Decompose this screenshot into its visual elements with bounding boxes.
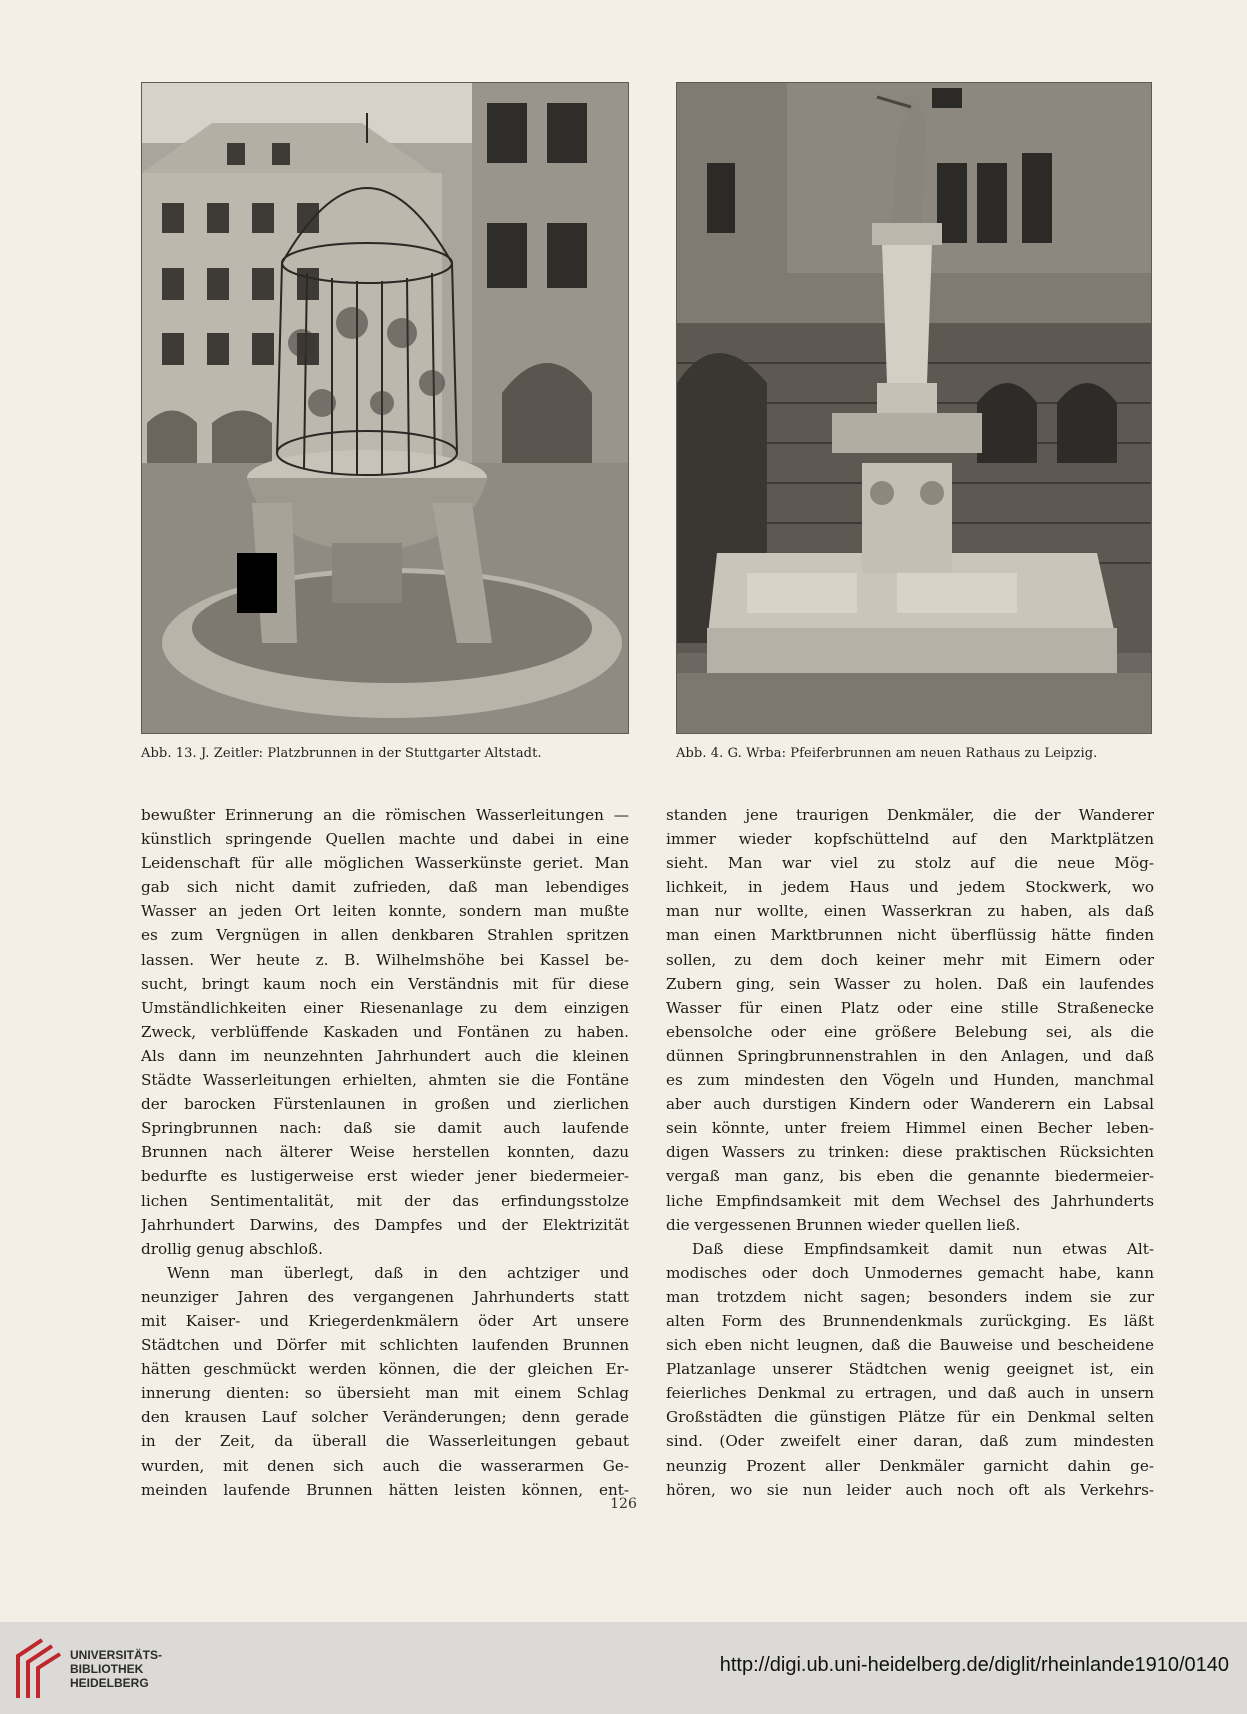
text-column-right xyxy=(666,803,1154,1502)
text-line: es zum mindesten den Vögeln und Hunden, manchmal xyxy=(666,1071,1154,1090)
figure-left-photo xyxy=(141,82,629,734)
text-line: Jahrhundert Darwins, des Dampfes und der Elektrizität xyxy=(141,1215,629,1234)
text-line: feierliches Denkmal zu ertragen, und daß auch in unsern xyxy=(666,1384,1154,1403)
text-line: sich eben nicht leugnen, daß die Bauweise und bescheidene xyxy=(666,1336,1154,1355)
text-line: sein könnte, unter freiem Himmel einen Becher leben- xyxy=(666,1119,1154,1138)
piper-fountain-illustration xyxy=(677,83,1151,733)
text-line: sind. (Oder zweifelt einer daran, daß zum mindesten xyxy=(666,1432,1154,1451)
text-line: neunzig Prozent aller Denkmäler garnicht dahin ge- xyxy=(666,1456,1154,1475)
text-line: hätten geschmückt werden können, die der gleichen Er- xyxy=(141,1360,629,1379)
text-line: Wenn man überlegt, daß in den achtziger und xyxy=(167,1263,629,1282)
text-line: Platzanlage unserer Städtchen wenig geeignet ist, ein xyxy=(666,1360,1154,1379)
text-line: die vergessenen Brunnen wieder quellen ließ. xyxy=(666,1215,1021,1234)
text-line: Städte Wasserleitungen erhielten, ahmten sie die Fontäne xyxy=(141,1071,629,1090)
text-line: Brunnen nach älterer Weise herstellen konnten, dazu xyxy=(141,1143,629,1162)
text-line: der barocken Fürstenlaunen in großen und zierlichen xyxy=(141,1095,629,1114)
page-number: 126 xyxy=(610,1496,637,1512)
text-line: Springbrunnen nach: daß sie damit auch laufende xyxy=(141,1119,629,1138)
figure-left-caption: Abb. 13. J. Zeitler: Platzbrunnen in der Stuttgarter Altstadt. xyxy=(141,746,542,761)
text-line: immer wieder kopfschüttelnd auf den Marktplätzen xyxy=(666,830,1154,849)
text-line: man trotzdem nicht sagen; besonders indem sie zur xyxy=(666,1287,1154,1306)
text-line: neunziger Jahren des vergangenen Jahrhunderts statt xyxy=(141,1287,629,1306)
text-line: sucht, bringt kaum noch ein Verständnis mit für diese xyxy=(141,974,629,993)
library-footer xyxy=(0,1622,1247,1714)
text-line: hören, wo sie nun leider auch noch oft als Verkehrs- xyxy=(666,1480,1154,1499)
text-line: vergaß man ganz, bis eben die genannte biedermeier- xyxy=(666,1167,1154,1186)
text-line: Zubern ging, sein Wasser zu holen. Daß ein laufendes xyxy=(666,974,1154,993)
text-line: den krausen Lauf solcher Veränderungen; denn gerade xyxy=(141,1408,629,1427)
text-line: lassen. Wer heute z. B. Wilhelmshöhe bei Kassel be- xyxy=(141,950,629,969)
text-line: lichkeit, in jedem Haus und jedem Stockwerk, wo xyxy=(666,878,1154,897)
library-name-line: BIBLIOTHEK xyxy=(70,1662,144,1676)
library-name-line: UNIVERSITÄTS- xyxy=(70,1648,163,1662)
text-line: man nur wollte, einen Wasserkran zu haben, als daß xyxy=(666,902,1154,921)
text-line: gab sich nicht damit zufrieden, daß man lebendiges xyxy=(141,878,629,897)
text-line: standen jene traurigen Denkmäler, die der Wanderer xyxy=(666,806,1154,824)
text-line: meinden laufende Brunnen hätten leisten können, ent- xyxy=(141,1480,629,1499)
text-line: Zweck, verblüffende Kaskaden und Fontänen zu haben. xyxy=(141,1022,629,1041)
text-line: lichen Sentimentalität, mit der das erfindungsstolze xyxy=(141,1191,629,1210)
library-name[interactable] xyxy=(70,1648,162,1690)
text-line: Großstädten die günstigen Plätze für ein Denkmal selten xyxy=(666,1408,1154,1427)
text-line: künstlich springende Quellen machte und dabei in eine xyxy=(141,830,629,849)
text-line: bewußter Erinnerung an die römischen Wasserleitungen — xyxy=(141,806,629,824)
text-line: Umständlichkeiten einer Riesenanlage zu dem einzigen xyxy=(141,998,629,1017)
text-line: dünnen Springbrunnenstrahlen in den Anlagen, und daß xyxy=(666,1046,1154,1065)
text-line: sieht. Man war viel zu stolz auf die neue Mög- xyxy=(666,854,1154,873)
text-line: Städtchen und Dörfer mit schlichten laufenden Brunnen xyxy=(141,1336,629,1355)
text-line: Wasser für einen Platz oder eine stille Straßenecke xyxy=(666,998,1154,1017)
text-line: liche Empfindsamkeit mit dem Wechsel des Jahrhunderts xyxy=(666,1191,1154,1210)
text-line: drollig genug abschloß. xyxy=(141,1239,323,1258)
text-line: man einen Marktbrunnen nicht überflüssig hätte finden xyxy=(666,926,1154,945)
ub-heidelberg-logo-icon[interactable] xyxy=(12,1636,66,1702)
text-line: Leidenschaft für alle möglichen Wasserkünste geriet. Man xyxy=(141,854,629,873)
figure-right-photo xyxy=(676,82,1152,734)
text-line: wurden, mit denen sich auch die wasserarmen Ge- xyxy=(141,1456,629,1475)
text-line: bedurfte es lustigerweise erst wieder jener biedermeier- xyxy=(141,1167,629,1186)
text-line: sollen, zu dem doch keiner mehr mit Eimern oder xyxy=(666,950,1154,969)
text-line: digen Wassers zu trinken: diese praktischen Rücksichten xyxy=(666,1143,1154,1162)
text-line: in der Zeit, da überall die Wasserleitungen gebaut xyxy=(141,1432,629,1451)
text-line: alten Form des Brunnendenkmals zurückging. Es läßt xyxy=(666,1311,1154,1330)
text-line: modisches oder doch Unmodernes gemacht habe, kann xyxy=(666,1263,1154,1282)
text-line: ebensolche oder eine größere Belebung sei, als die xyxy=(666,1022,1154,1041)
text-line: innerung dienten: so übersieht man mit einem Schlag xyxy=(141,1384,629,1403)
text-line: es zum Vergnügen in allen denkbaren Strahlen spritzen xyxy=(141,926,629,945)
permalink-url[interactable]: http://digi.ub.uni-heidelberg.de/diglit/rheinlande1910/0140 xyxy=(719,1654,1229,1676)
figure-right-caption: Abb. 4. G. Wrba: Pfeiferbrunnen am neuen Rathaus zu Leipzig. xyxy=(676,746,1098,761)
fountain-cage-illustration xyxy=(142,83,628,733)
library-name-line: HEIDELBERG xyxy=(70,1676,149,1690)
text-line: Daß diese Empfindsamkeit damit nun etwas Alt- xyxy=(692,1239,1154,1258)
text-line: Als dann im neunzehnten Jahrhundert auch die kleinen xyxy=(141,1046,629,1065)
text-line: mit Kaiser- und Kriegerdenkmälern öder Art unsere xyxy=(141,1311,629,1330)
text-line: aber auch durstigen Kindern oder Wanderern ein Labsal xyxy=(666,1095,1154,1114)
text-line: Wasser an jeden Ort leiten konnte, sondern man mußte xyxy=(141,902,629,921)
text-column-left xyxy=(141,803,629,1502)
